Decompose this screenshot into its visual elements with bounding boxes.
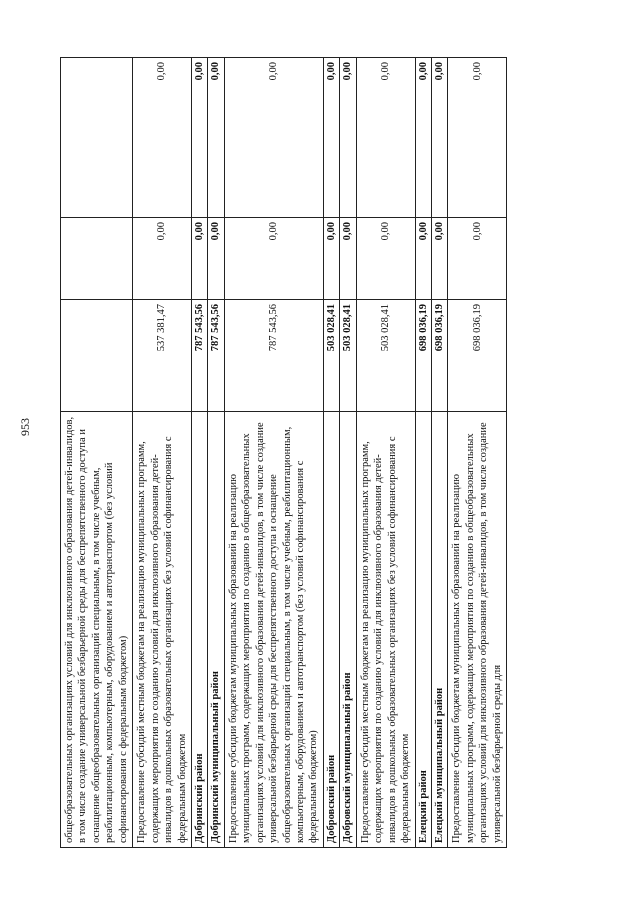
cell-amount-3: 0,00 — [431, 58, 447, 218]
table-row-total — [415, 58, 431, 848]
budget-table-body — [61, 58, 507, 848]
cell-description: Добровский муниципальный район — [340, 412, 356, 848]
cell-amount-1: 698 036,19 — [415, 300, 431, 412]
table-row — [61, 58, 133, 848]
cell-amount-3: 0,00 — [448, 58, 507, 218]
cell-amount-1: 698 036,19 — [448, 300, 507, 412]
cell-description: Добровский район — [323, 412, 339, 848]
cell-amount-3: 0,00 — [356, 58, 415, 218]
cell-amount-2: 0,00 — [323, 218, 339, 300]
table-row — [448, 58, 507, 848]
cell-amount-3: 0,00 — [323, 58, 339, 218]
table-row — [356, 58, 415, 848]
cell-amount-3 — [61, 58, 133, 218]
cell-amount-3: 0,00 — [224, 58, 323, 218]
cell-amount-3: 0,00 — [191, 58, 207, 218]
cell-amount-2 — [61, 218, 133, 300]
cell-description: общеобразовательных организациях условий для инклюзивного образования детей-инвалидов, в том числе создание универсальной безбарьерной среды для беспрепятственного доступа и оснащение общеобразовательных организаций специальным, в том числе учебным, реабилитационным, компьютерным, оборудованием и автотранспортом (без условий софинансирования с федеральным бюджетом) — [61, 412, 133, 848]
cell-amount-2: 0,00 — [340, 218, 356, 300]
cell-description: Добринский муниципальный район — [208, 412, 224, 848]
table-row-total — [323, 58, 339, 848]
cell-amount-2: 0,00 — [448, 218, 507, 300]
cell-amount-1: 698 036,19 — [431, 300, 447, 412]
table-row-total — [208, 58, 224, 848]
budget-table — [60, 57, 507, 848]
cell-description: Елецкий муниципальный район — [431, 412, 447, 848]
cell-amount-2: 0,00 — [356, 218, 415, 300]
page-number: 953 — [18, 418, 32, 436]
cell-description: Предоставление субсидии бюджетам муниципальных образований на реализацию муниципальных программ, содержащих мероприятия по созданию в общеобразовательных организациях условий для инклюзивного образования детей-инвалидов, в том числе создание универсальной безбарьерной среды для беспрепятственного доступа и оснащение общеобразовательных организаций специальным, в том числе учебным, реабилитационным, компьютерным, оборудованием и автотранспортом (без условий софинансирования с федеральным бюджетом) — [224, 412, 323, 848]
cell-amount-2: 0,00 — [208, 218, 224, 300]
cell-description: Предоставление субсидии бюджетам муниципальных образований на реализацию муниципальных программ, содержащих мероприятия по созданию в общеобразовательных организациях условий для инклюзивного образования детей-инвалидов, в том числе создание универсальной безбарьерной среды для — [448, 412, 507, 848]
cell-amount-2: 0,00 — [133, 218, 192, 300]
cell-description: Елецкий район — [415, 412, 431, 848]
table-row — [133, 58, 192, 848]
cell-amount-1: 787 543,56 — [224, 300, 323, 412]
cell-description: Предоставление субсидий местным бюджетам на реализацию муниципальных программ, содержащих мероприятия по созданию условий для инклюзивного образования детей-инвалидов в дошкольных образовательных организациях без условий софинансирования с федеральным бюджетом — [356, 412, 415, 848]
cell-amount-2: 0,00 — [191, 218, 207, 300]
cell-description: Добринский район — [191, 412, 207, 848]
cell-amount-1: 787 543,56 — [208, 300, 224, 412]
table-row-total — [431, 58, 447, 848]
cell-amount-3: 0,00 — [208, 58, 224, 218]
cell-amount-2: 0,00 — [431, 218, 447, 300]
cell-amount-1: 503 028,41 — [340, 300, 356, 412]
table-row — [224, 58, 323, 848]
cell-amount-2: 0,00 — [224, 218, 323, 300]
budget-table-sheet — [60, 58, 604, 848]
table-row-total — [191, 58, 207, 848]
cell-amount-3: 0,00 — [340, 58, 356, 218]
cell-amount-2: 0,00 — [415, 218, 431, 300]
cell-amount-1: 503 028,41 — [323, 300, 339, 412]
table-row-total — [340, 58, 356, 848]
cell-amount-1: 503 028,41 — [356, 300, 415, 412]
cell-description: Предоставление субсидий местным бюджетам на реализацию муниципальных программ, содержащих мероприятия по созданию условий для инклюзивного образования детей-инвалидов в дошкольных образовательных организациях без условий софинансирования с федеральным бюджетом — [133, 412, 192, 848]
cell-amount-1: 787 543,56 — [191, 300, 207, 412]
cell-amount-3: 0,00 — [133, 58, 192, 218]
cell-amount-3: 0,00 — [415, 58, 431, 218]
cell-amount-1 — [61, 300, 133, 412]
cell-amount-1: 537 381,47 — [133, 300, 192, 412]
